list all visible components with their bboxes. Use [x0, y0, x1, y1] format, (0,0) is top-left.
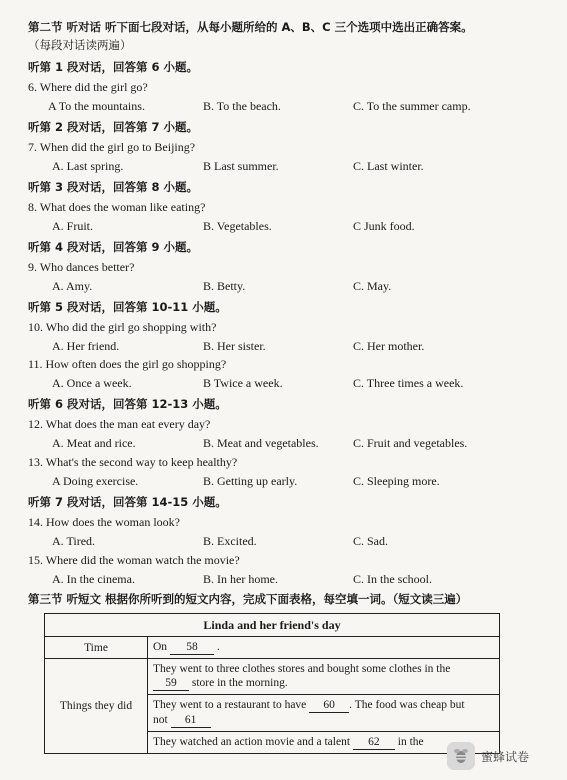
section3-title: 第三节 听短文 根据你所听到的短文内容，完成下面表格，每空填一词。（短文读三遍）: [28, 592, 468, 606]
option-a: A. Amy.: [52, 279, 93, 293]
things-label: Things they did: [45, 659, 148, 754]
watermark: [447, 740, 559, 772]
table-title: Linda and her friend's day: [45, 614, 500, 637]
question-10: 10. Who did the girl go shopping with?: [28, 320, 217, 334]
blank-60[interactable]: 60: [309, 698, 349, 713]
question-8: 8. What does the woman like eating?: [28, 200, 206, 214]
option-b: B. Getting up early.: [203, 474, 298, 488]
blank-61[interactable]: 61: [171, 713, 211, 728]
group-instruction: 听第 5 段对话，回答第 10-11 小题。: [28, 300, 227, 314]
time-suffix: .: [216, 641, 220, 653]
option-c: C. May.: [353, 279, 392, 293]
question-13: 13. What's the second way to keep healthy?: [28, 455, 238, 469]
option-a: A. Last spring.: [52, 159, 124, 173]
section2-title: 第二节 听对话 听下面七段对话，从每小题所给的 A、B、C 三个选项中选出正确答案。: [28, 20, 473, 34]
option-b: B. Her sister.: [203, 339, 266, 353]
option-a: A. Her friend.: [52, 339, 120, 353]
row3-tail: in the: [397, 736, 424, 748]
blank-58[interactable]: 58: [170, 640, 214, 655]
time-cell: [148, 637, 500, 659]
row2-not: not: [153, 714, 168, 726]
option-a: A. Tired.: [52, 534, 96, 548]
option-a: A To the mountains.: [48, 99, 145, 113]
question-12: 12. What does the man eat every day?: [28, 417, 211, 431]
option-c: C. Fruit and vegetables.: [353, 436, 468, 450]
group-instruction: 听第 2 段对话，回答第 7 小题。: [28, 120, 199, 134]
option-a: A. In the cinema.: [52, 572, 135, 586]
option-b: B. Betty.: [203, 279, 246, 293]
question-6: 6. Where did the girl go?: [28, 80, 148, 94]
option-b: B. In her home.: [203, 572, 278, 586]
group-instruction: 听第 1 段对话，回答第 6 小题。: [28, 60, 199, 74]
option-c: C. To the summer camp.: [353, 99, 471, 113]
fill-in-table: [44, 613, 500, 754]
option-c: C. In the school.: [353, 572, 432, 586]
question-11: 11. How often does the girl go shopping?: [28, 357, 227, 371]
watermark-text: 蜜蜂试卷: [481, 749, 530, 764]
option-c: C. Her mother.: [353, 339, 425, 353]
question-15: 15. Where did the woman watch the movie?: [28, 553, 240, 567]
option-c: C. Sleeping more.: [353, 474, 440, 488]
row3-text: They watched an action movie and a talent: [153, 736, 351, 748]
group-instruction: 听第 6 段对话，回答第 12-13 小题。: [28, 397, 227, 411]
option-b: B Twice a week.: [203, 376, 283, 390]
option-c: C. Sad.: [353, 534, 389, 548]
option-b: B. To the beach.: [203, 99, 281, 113]
group-instruction: 听第 3 段对话，回答第 8 小题。: [28, 180, 199, 194]
option-a: A. Fruit.: [52, 219, 94, 233]
option-a: A. Meat and rice.: [52, 436, 136, 450]
option-c: C. Last winter.: [353, 159, 424, 173]
things-row-2: [148, 695, 500, 732]
option-a: A Doing exercise.: [52, 474, 139, 488]
bee-icon: [447, 742, 475, 770]
group-instruction: 听第 7 段对话，回答第 14-15 小题。: [28, 495, 227, 509]
time-label: Time: [45, 637, 148, 659]
row1-text: They went to three clothes stores and bought some clothes in the: [153, 663, 451, 675]
row2-mid: . The food was cheap but: [349, 699, 465, 711]
blank-59[interactable]: 59: [153, 676, 189, 691]
row2-text: They went to a restaurant to have: [153, 699, 307, 711]
time-prefix: On: [153, 641, 168, 653]
option-c: C. Three times a week.: [353, 376, 464, 390]
things-row-1: [148, 659, 500, 695]
blank-62[interactable]: 62: [353, 735, 395, 750]
row1-tail: store in the morning.: [191, 677, 288, 689]
option-b: B Last summer.: [203, 159, 279, 173]
group-instruction: 听第 4 段对话，回答第 9 小题。: [28, 240, 199, 254]
option-c: C Junk food.: [353, 219, 415, 233]
option-b: B. Vegetables.: [203, 219, 272, 233]
question-14: 14. How does the woman look?: [28, 515, 180, 529]
option-b: B. Excited.: [203, 534, 257, 548]
question-7: 7. When did the girl go to Beijing?: [28, 140, 196, 154]
section2-note: （每段对话读两遍）: [28, 38, 132, 52]
option-a: A. Once a week.: [52, 376, 132, 390]
option-b: B. Meat and vegetables.: [203, 436, 319, 450]
question-9: 9. Who dances better?: [28, 260, 135, 274]
